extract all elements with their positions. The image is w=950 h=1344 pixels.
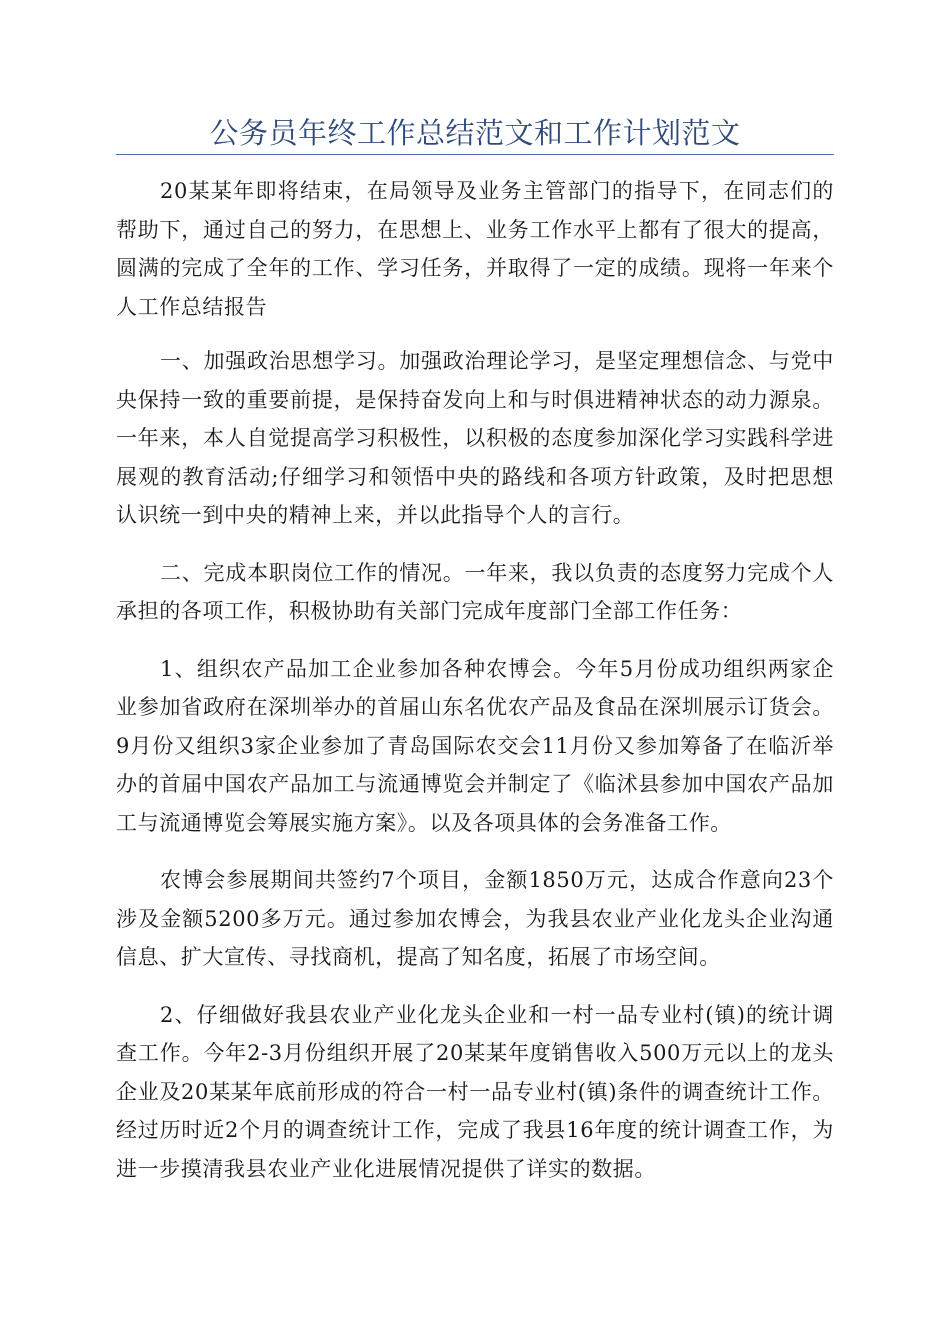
document-title: 公务员年终工作总结范文和工作计划范文 <box>209 116 741 150</box>
paragraph-political-study: 一、加强政治思想学习。加强政治理论学习，是坚定理想信念、与党中央保持一致的重要前提，是保持奋发向上和与时俱进精神状态的动力源泉。一年来，本人自觉提高学习积极性，以积极的态度参加深化学习实践科学进展观的教育活动;仔细学习和领悟中央的路线和各项方针政策，及时把思想认识统一到中央的精神上来，并以此指导个人的言行。 <box>116 349 834 527</box>
title-underline <box>116 154 834 155</box>
paragraph-expo-results: 农博会参展期间共签约7个项目，金额1850万元，达成合作意向23个涉及金额5200多万元。通过参加农博会，为我县农业产业化龙头企业沟通信息、扩大宣传、寻找商机，提高了知名度，拓展了市场空间。 <box>116 868 834 969</box>
document-body <box>116 172 834 1207</box>
paragraph-statistics-survey: 2、仔细做好我县农业产业化龙头企业和一村一品专业村(镇)的统计调查工作。今年2-3月份组织开展了20某某年度销售收入500万元以上的龙头企业及20某某年底前形成的符合一村一品专业村(镇)条件的调查统计工作。经过历时近2个月的调查统计工作，完成了我县16年度的统计调查工作，为进一步摸清我县农业产业化进展情况提供了详实的数据。 <box>116 1002 834 1181</box>
paragraph-intro: 20某某年即将结束，在局领导及业务主管部门的指导下，在同志们的帮助下，通过自己的努力，在思想上、业务工作水平上都有了很大的提高，圆满的完成了全年的工作、学习任务，并取得了一定的成绩。现将一年来个人工作总结报告 <box>116 179 834 319</box>
paragraph-expo-organization: 1、组织农产品加工企业参加各种农博会。今年5月份成功组织两家企业参加省政府在深圳举办的首届山东名优农产品及食品在深圳展示订货会。9月份又组织3家企业参加了青岛国际农交会11月份又参加筹备了在临沂举办的首届中国农产品加工与流通博览会并制定了《临沭县参加中国农产品加工与流通博览会筹展实施方案》。以及各项具体的会务准备工作。 <box>116 656 834 835</box>
paragraph-job-duties: 二、完成本职岗位工作的情况。一年来，我以负责的态度努力完成个人承担的各项工作，积极协助有关部门完成年度部门全部工作任务： <box>116 560 834 623</box>
